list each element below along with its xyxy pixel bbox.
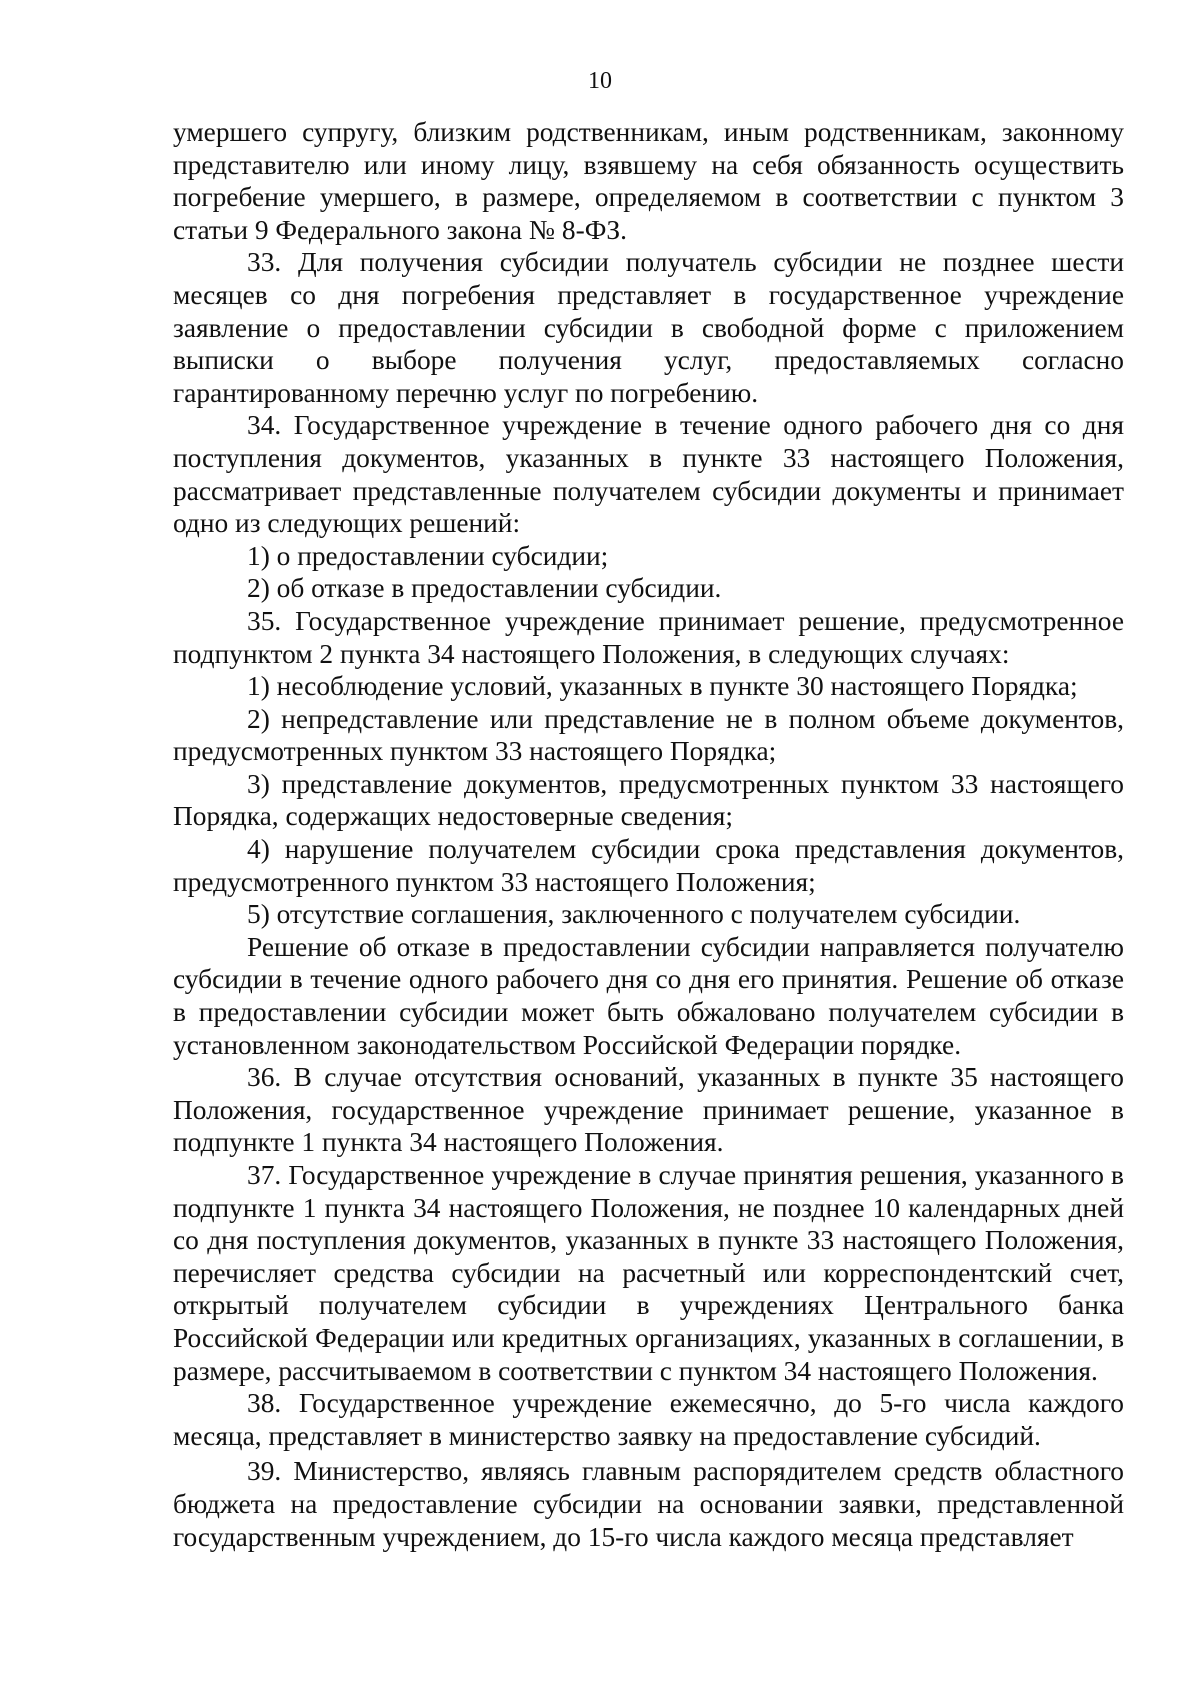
paragraph-continuation: умершего супругу, близким родственникам, иным родственникам, законному представителю или иному лицу, взявшему на себя обязанность осуществить погребение умершего, в размере, определяемом в соответствии с пунктом 3 статьи 9 Федерального закона № 8-ФЗ. [173,117,1124,245]
page-number: 10 [588,68,612,94]
paragraph-item-35: 35. Государственное учреждение принимает решение, предусмотренное подпунктом 2 пункта 34 настоящего Положения, в следующих случаях: [173,605,1124,669]
paragraph-subitem-34-2: 2) об отказе в предоставлении субсидии. [247,573,722,604]
paragraph-item-36: 36. В случае отсутствия оснований, указанных в пункте 35 настоящего Положения, государственное учреждение принимает решение, указанное в подпункте 1 пункта 34 настоящего Положения. [173,1062,1124,1158]
paragraph-item-37: 37. Государственное учреждение в случае принятия решения, указанного в подпункте 1 пункта 34 настоящего Положения, не позднее 10 календарных дней со дня поступления документов, указанных в пункте 33 настоящего Положения, перечисляет средства субсидии на расчетный или корреспондентский счет, открытый получателем субсидии в учреждениях Центрального банка Российской Федерации или кредитных организациях, указанных в соглашении, в размере, рассчитываемом в соответствии с пунктом 34 настоящего Положения. [173,1160,1124,1386]
paragraph-refusal-decision: Решение об отказе в предоставлении субсидии направляется получателю субсидии в течение одного рабочего дня со дня его принятия. Решение об отказе в предоставлении субсидии может быть обжаловано получателем субсидии в установленном законодательством Российской Федерации порядке. [173,931,1124,1060]
paragraph-subitem-35-4: 4) нарушение получателем субсидии срока представления документов, предусмотренного пунктом 33 настоящего Положения; [173,834,1124,897]
document-body [173,116,1124,1553]
paragraph-item-34: 34. Государственное учреждение в течение одного рабочего дня со дня поступления документов, указанных в пункте 33 настоящего Положения, рассматривает представленные получателем субсидии документы и принимает одно из следующих решений: [173,410,1124,539]
paragraph-subitem-34-1: 1) о предоставлении субсидии; [247,540,609,571]
paragraph-subitem-35-5: 5) отсутствие соглашения, заключенного с получателем субсидии. [247,899,1021,930]
paragraph-item-33: 33. Для получения субсидии получатель субсидии не позднее шести месяцев со дня погребения представляет в государственное учреждение заявление о предоставлении субсидии в свободной форме с приложением выписки о выборе получения услуг, предоставляемых согласно гарантированному перечню услуг по погребению. [173,247,1124,408]
paragraph-subitem-35-2: 2) непредставление или представление не в полном объеме документов, предусмотренных пунктом 33 настоящего Порядка; [173,703,1124,767]
paragraph-item-39: 39. Министерство, являясь главным распорядителем средств областного бюджета на предоставление субсидии на основании заявки, представленной государственным учреждением, до 15-го числа каждого месяца представляет [173,1456,1124,1552]
paragraph-item-38: 38. Государственное учреждение ежемесячно, до 5-го числа каждого месяца, представляет в министерство заявку на предоставление субсидий. [173,1388,1124,1451]
paragraph-subitem-35-3: 3) представление документов, предусмотренных пунктом 33 настоящего Порядка, содержащих недостоверные сведения; [173,768,1124,832]
paragraph-subitem-35-1: 1) несоблюдение условий, указанных в пункте 30 настоящего Порядка; [247,671,1078,702]
